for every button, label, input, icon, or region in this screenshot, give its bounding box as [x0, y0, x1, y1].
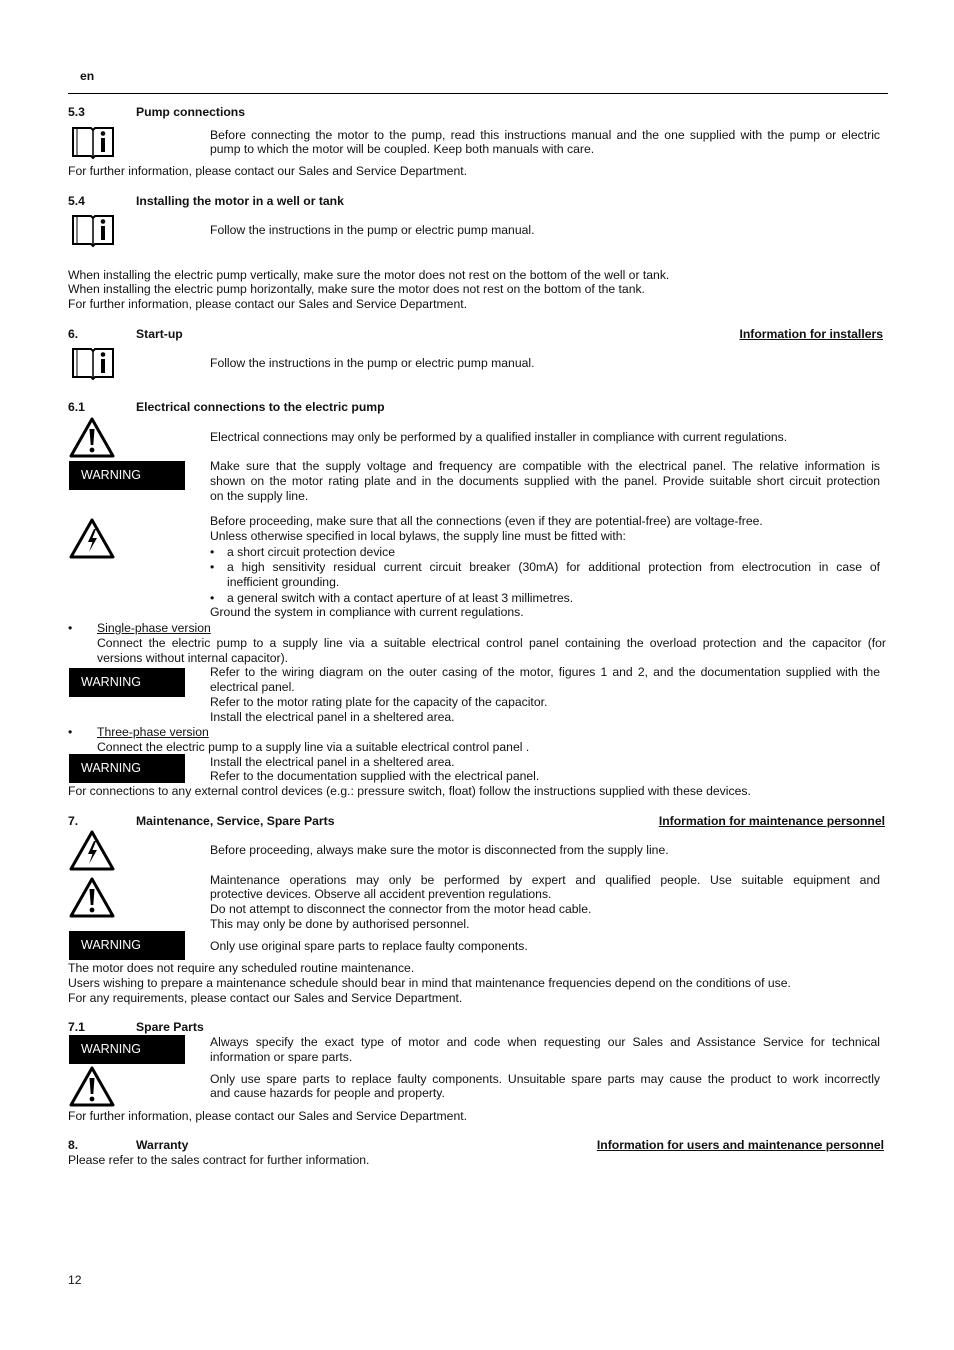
list-item: a short circuit protection device: [227, 545, 395, 559]
paragraph: Before connecting the motor to the pump, read this instructions manual and the one supplied with the pump or electric: [210, 128, 880, 142]
paragraph: When installing the electric pump vertically, make sure the motor does not rest on the bottom of the well or tank.: [68, 268, 670, 282]
warning-label: WARNING: [69, 754, 185, 783]
bullet: •: [68, 621, 73, 635]
warning-triangle-icon: [68, 1065, 116, 1108]
bullet: •: [68, 725, 73, 739]
section-title: Electrical connections to the electric pump: [136, 400, 385, 414]
paragraph: Ground the system in compliance with current regulations.: [210, 605, 524, 619]
bullet: •: [210, 545, 215, 559]
list-item: a general switch with a contact aperture of at least 3 millimetres.: [227, 591, 574, 605]
paragraph: For further information, please contact our Sales and Service Department.: [68, 164, 467, 178]
audience-label: Information for installers: [739, 327, 883, 341]
paragraph: electrical panel.: [210, 680, 295, 694]
paragraph: For connections to any external control devices (e.g.: pressure switch, float) follow the instructions supplied with these devices.: [68, 784, 751, 798]
list-item: inefficient grounding.: [227, 575, 340, 589]
header-rule: [68, 93, 888, 94]
paragraph: Only use spare parts to replace faulty components. Unsuitable spare parts may cause the product to work incorrectly: [210, 1072, 880, 1086]
manual-info-icon: [71, 124, 115, 160]
audience-label: Information for maintenance personnel: [658, 814, 885, 828]
language-code: en: [80, 69, 95, 83]
paragraph: Connect the electric pump to a supply line via a suitable electrical control panel .: [97, 740, 530, 754]
section-number: 7.: [68, 814, 79, 828]
warning-triangle-icon: [68, 876, 116, 919]
paragraph: shown on the motor rating plate and in the documents supplied with the panel. Provide suitable short circuit protection: [210, 474, 880, 488]
section-number: 8.: [68, 1138, 79, 1152]
paragraph: For further information, please contact our Sales and Service Department.: [68, 297, 467, 311]
audience-label: Information for users and maintenance personnel: [596, 1138, 884, 1152]
paragraph: Please refer to the sales contract for further information.: [68, 1153, 370, 1167]
section-title: Warranty: [136, 1138, 189, 1152]
paragraph: Before proceeding, always make sure the motor is disconnected from the supply line.: [210, 843, 669, 857]
subsection-title: Three-phase version: [97, 725, 209, 739]
paragraph: Unless otherwise specified in local bylaws, the supply line must be fitted with:: [210, 529, 626, 543]
paragraph: Electrical connections may only be performed by a qualified installer in compliance with current regulations.: [210, 430, 788, 444]
paragraph: For any requirements, please contact our Sales and Service Department.: [68, 991, 463, 1005]
warning-label: WARNING: [69, 668, 185, 697]
section-title: Start-up: [136, 327, 183, 341]
paragraph: on the supply line.: [210, 489, 309, 503]
paragraph: Before proceeding, make sure that all the connections (even if they are potential-free) are voltage-free.: [210, 514, 763, 528]
section-number: 5.4: [68, 194, 85, 208]
warning-label: WARNING: [69, 1035, 185, 1064]
paragraph: Users wishing to prepare a maintenance schedule should bear in mind that maintenance frequencies depend on the conditions of use.: [68, 976, 791, 990]
list-item: a high sensitivity residual current circuit breaker (30mA) for additional protection from electrocution in case of: [227, 560, 880, 574]
paragraph: and cause hazards for people and property.: [210, 1086, 445, 1100]
section-title: Pump connections: [136, 105, 246, 119]
manual-info-icon: [71, 345, 115, 381]
paragraph: For further information, please contact our Sales and Service Department.: [68, 1109, 467, 1123]
bullet: •: [210, 591, 215, 605]
section-title: Maintenance, Service, Spare Parts: [136, 814, 335, 828]
paragraph: versions without internal capacitor).: [97, 651, 289, 665]
paragraph: Follow the instructions in the pump or electric pump manual.: [210, 223, 535, 237]
electrical-hazard-icon: [68, 829, 116, 872]
paragraph: Only use original spare parts to replace faulty components.: [210, 939, 528, 953]
paragraph: Connect the electric pump to a supply line via a suitable electrical control panel containing the overload protection and the capacitor (for: [97, 636, 886, 650]
electrical-hazard-icon: [68, 517, 116, 560]
paragraph: protective devices. Observe all accident prevention regulations.: [210, 887, 552, 901]
paragraph: This may only be done by authorised personnel.: [210, 917, 470, 931]
subsection-title: Single-phase version: [97, 621, 211, 635]
section-title: Spare Parts: [136, 1020, 204, 1034]
section-number: 6.1: [68, 400, 85, 414]
paragraph: Refer to the documentation supplied with the electrical panel.: [210, 769, 540, 783]
paragraph: Install the electrical panel in a sheltered area.: [210, 755, 455, 769]
paragraph: The motor does not require any scheduled routine maintenance.: [68, 961, 415, 975]
warning-label: WARNING: [69, 931, 185, 960]
paragraph: Refer to the wiring diagram on the outer casing of the motor, figures 1 and 2, and the documentation supplied with the: [210, 665, 880, 679]
section-title: Installing the motor in a well or tank: [136, 194, 344, 208]
paragraph: Make sure that the supply voltage and frequency are compatible with the electrical panel. The relative information is: [210, 459, 880, 473]
paragraph: Follow the instructions in the pump or electric pump manual.: [210, 356, 535, 370]
section-number: 5.3: [68, 105, 85, 119]
page-number: 12: [68, 1273, 82, 1287]
paragraph: Refer to the motor rating plate for the capacity of the capacitor.: [210, 695, 548, 709]
warning-label: WARNING: [69, 461, 185, 490]
section-number: 7.1: [68, 1020, 85, 1034]
section-number: 6.: [68, 327, 79, 341]
manual-info-icon: [71, 212, 115, 248]
paragraph: pump to which the motor will be coupled. Keep both manuals with care.: [210, 142, 595, 156]
paragraph: Maintenance operations may only be performed by expert and qualified people. Use suitable equipment and: [210, 873, 880, 887]
bullet: •: [210, 560, 215, 574]
paragraph: information or spare parts.: [210, 1050, 353, 1064]
paragraph: Always specify the exact type of motor and code when requesting our Sales and Assistance Service for technical: [210, 1035, 880, 1049]
paragraph: When installing the electric pump horizontally, make sure the motor does not rest on the bottom of the tank.: [68, 282, 645, 296]
paragraph: Install the electrical panel in a sheltered area.: [210, 710, 455, 724]
warning-triangle-icon: [68, 416, 116, 459]
paragraph: Do not attempt to disconnect the connector from the motor head cable.: [210, 902, 592, 916]
